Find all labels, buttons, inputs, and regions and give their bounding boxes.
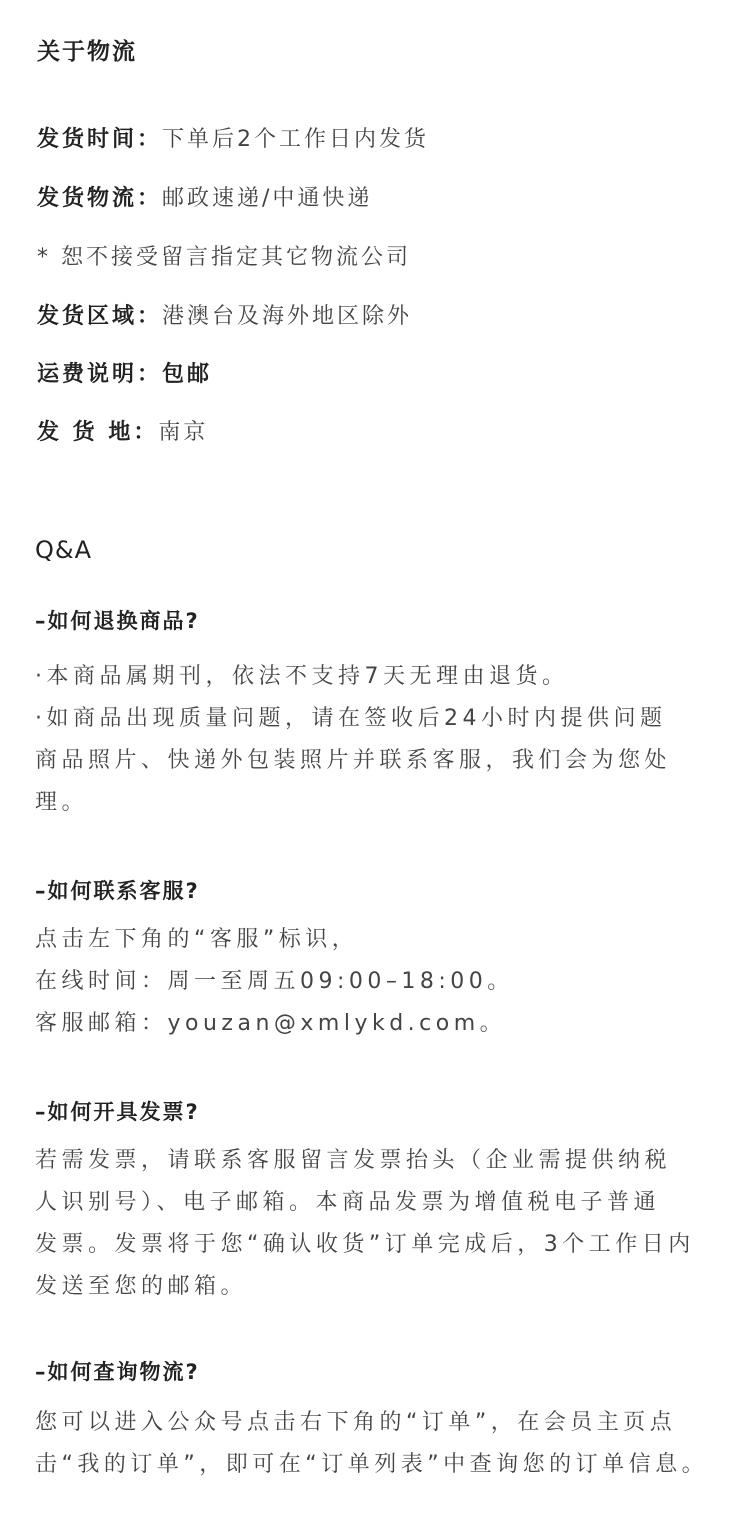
answer-invoice xyxy=(35,1140,695,1308)
shipping-carrier-label: 发货物流： xyxy=(37,186,163,211)
freight-value: 包邮 xyxy=(162,362,213,387)
answer-line: 若需发票，请联系客服留言发票抬头（企业需提供纳税 xyxy=(35,1148,672,1173)
shipping-carrier-row xyxy=(37,181,372,212)
freight-row xyxy=(37,357,212,388)
question-return: –如何退换商品? xyxy=(35,609,200,633)
answer-line: 您可以进入公众号点击右下角的“订单”，在会员主页点 xyxy=(35,1410,677,1435)
answer-line: 击“我的订单”，即可在“订单列表”中查询您的订单信息。 xyxy=(35,1452,709,1477)
answer-contact xyxy=(35,919,514,1045)
answer-line: 发票。发票将于您“确认收货”订单完成后，3个工作日内 xyxy=(35,1232,695,1257)
answer-line: 客服邮箱：youzan@xmlykd.com。 xyxy=(35,1011,507,1036)
shipping-carrier-value: 邮政速递/中通快递 xyxy=(162,186,373,211)
answer-line: ·如商品出现质量问题，请在签收后24小时内提供问题 xyxy=(35,706,667,731)
answer-line: 发送至您的邮箱。 xyxy=(35,1274,248,1299)
question-contact: –如何联系客服? xyxy=(35,879,200,903)
ship-from-row xyxy=(37,415,208,446)
ship-from-label: 发 货 地： xyxy=(37,420,159,445)
answer-line: 点击左下角的“客服”标识， xyxy=(35,927,359,952)
logistics-title: 关于物流 xyxy=(37,39,137,65)
question-tracking: –如何查询物流? xyxy=(35,1360,200,1384)
shipping-time-label: 发货时间： xyxy=(37,127,163,152)
answer-line: 商品照片、快递外包装照片并联系客服，我们会为您处 xyxy=(35,748,672,773)
carrier-note: * 恕不接受留言指定其它物流公司 xyxy=(37,245,411,270)
shipping-region-row xyxy=(37,299,412,330)
answer-tracking xyxy=(35,1402,708,1486)
answer-line: 在线时间：周一至周五09:00–18:00。 xyxy=(35,969,514,994)
qa-title: Q&A xyxy=(35,536,93,564)
shipping-region-value: 港澳台及海外地区除外 xyxy=(162,304,413,329)
freight-label: 运费说明： xyxy=(37,362,163,387)
question-invoice: –如何开具发票? xyxy=(35,1100,200,1124)
answer-return xyxy=(35,656,671,824)
answer-line: 人识别号）、电子邮箱。本商品发票为增值税电子普通 xyxy=(35,1190,661,1215)
answer-line: ·本商品属期刊，依法不支持7天无理由退货。 xyxy=(35,664,569,689)
shipping-region-label: 发货区域： xyxy=(37,304,163,329)
ship-from-value: 南京 xyxy=(158,420,209,445)
answer-line: 理。 xyxy=(35,790,89,815)
shipping-time-value: 下单后2个工作日内发货 xyxy=(162,127,430,152)
shipping-time-row xyxy=(37,122,429,153)
